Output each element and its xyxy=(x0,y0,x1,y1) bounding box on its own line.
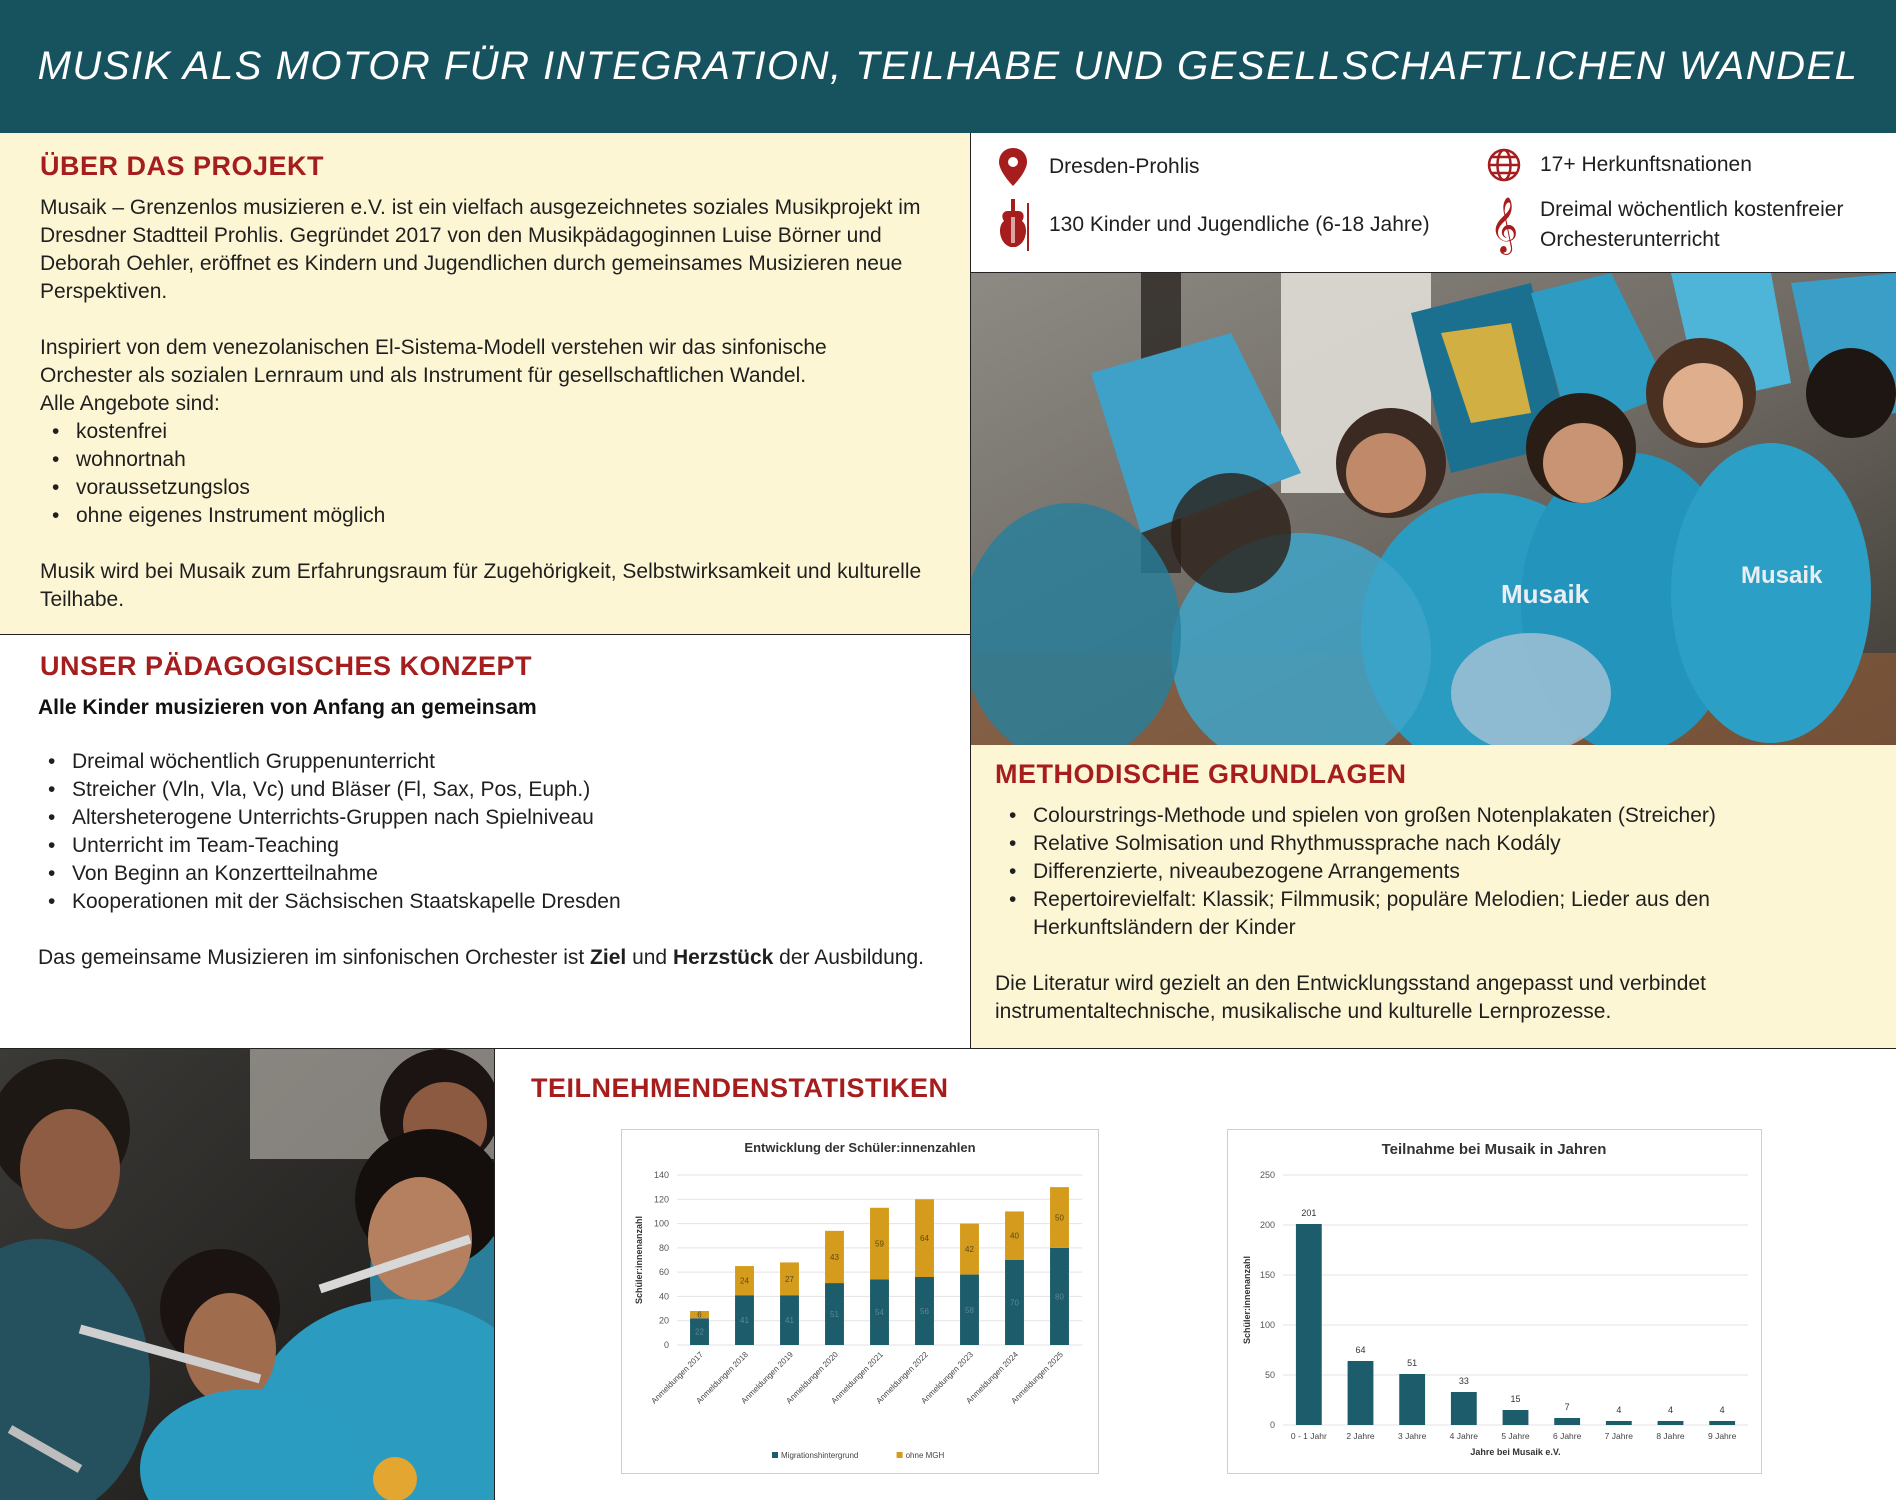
methods-title: METHODISCHE GRUNDLAGEN xyxy=(995,759,1407,789)
x-tick-label: 3 Jahre xyxy=(1397,1431,1427,1441)
legend-label: ohne MGH xyxy=(905,1451,945,1460)
location-text: Dresden-Prohlis xyxy=(1049,155,1200,178)
x-tick-label: Anmeldungen 2023 xyxy=(919,1350,975,1406)
y-tick-label: 100 xyxy=(1259,1320,1275,1330)
text-line: Perspektiven. xyxy=(40,280,168,303)
y-tick-label: 20 xyxy=(658,1315,669,1326)
data-label: 4 xyxy=(1667,1405,1674,1415)
list-item: • Altersheterogene Unterrichts-Gruppen nach Spielniveau xyxy=(34,804,932,832)
y-tick-label: 0 xyxy=(663,1340,669,1350)
data-label: 80 xyxy=(1055,1292,1064,1302)
text-line: Teilhabe. xyxy=(40,588,125,611)
map-pin-icon xyxy=(995,145,1031,189)
list-item: • Differenzierte, niveaubezogene Arrangements xyxy=(995,858,1872,886)
info-nations xyxy=(1486,143,1752,187)
text-span: Das gemeinsame Musizieren im sinfonischen Orchester ist xyxy=(38,946,591,969)
text-line: Orchesterunterricht xyxy=(1540,228,1720,251)
treble-clef-icon: 𝄞 xyxy=(1489,197,1519,253)
concept-bullet-list xyxy=(34,748,932,916)
x-tick-label: 9 Jahre xyxy=(1707,1431,1737,1441)
data-label: 42 xyxy=(965,1245,974,1255)
list-item: • Colourstrings-Methode und spielen von großen Notenplakaten (Streicher) xyxy=(995,802,1872,830)
legend-swatch xyxy=(897,1452,903,1458)
data-label: 50 xyxy=(1055,1213,1064,1223)
text-line: Dresdner Stadtteil Prohlis. Gegründet 2017 von den Musikpädagoginnen Luise Börner und xyxy=(40,224,882,247)
chart-title: Entwicklung der Schüler:innenzahlen xyxy=(744,1140,976,1155)
data-label: 4 xyxy=(1719,1405,1725,1415)
bar xyxy=(1399,1374,1425,1425)
data-label: 4 xyxy=(1616,1405,1622,1415)
globe-icon xyxy=(1486,143,1522,187)
bar xyxy=(1658,1421,1684,1425)
text-span: der Ausbildung. xyxy=(773,946,924,969)
x-axis-label: Jahre bei Musaik e.V. xyxy=(1470,1447,1561,1457)
y-tick-label: 40 xyxy=(658,1291,669,1302)
list-item: • Repertoirevielfalt: Klassik; Filmmusik; populäre Melodien; Lieder aus den Herkunftsländern der Kinder xyxy=(995,886,1872,942)
text-span-bold: Ziel xyxy=(590,946,627,969)
data-label: 43 xyxy=(830,1252,839,1262)
bar xyxy=(1709,1421,1735,1425)
children-text: 130 Kinder und Jugendliche (6-18 Jahre) xyxy=(1049,213,1430,236)
text-line: Orchester als sozialen Lernraum und als Instrument für gesellschaftlichen Wandel. xyxy=(40,364,807,387)
text-line: Musik wird bei Musaik zum Erfahrungsraum für Zugehörigkeit, Selbstwirksamkeit und kulturelle xyxy=(40,560,922,583)
lessons-text xyxy=(1540,195,1843,255)
data-label: 22 xyxy=(695,1327,704,1337)
y-tick-label: 100 xyxy=(653,1218,669,1229)
info-children xyxy=(995,203,1430,247)
methods-closing xyxy=(995,970,1872,1026)
list-item: • Unterricht im Team-Teaching xyxy=(34,832,932,860)
list-item: • voraussetzungslos xyxy=(38,474,930,502)
data-label: 41 xyxy=(785,1316,794,1326)
y-tick-label: 140 xyxy=(653,1170,669,1180)
data-label: 201 xyxy=(1301,1208,1317,1218)
list-item: • Relative Solmisation und Rhythmussprache nach Kodály xyxy=(995,830,1872,858)
info-location xyxy=(995,145,1200,189)
about-title: ÜBER DAS PROJEKT xyxy=(40,151,325,181)
page-title: MUSIK ALS MOTOR FÜR INTEGRATION, TEILHABE UND GESELLSCHAFTLICHEN WANDEL xyxy=(37,44,1859,88)
text-span: und xyxy=(626,946,673,969)
data-label: 58 xyxy=(965,1305,974,1315)
data-label: 41 xyxy=(740,1316,749,1326)
x-tick-label: 4 Jahre xyxy=(1449,1431,1479,1441)
y-tick-label: 0 xyxy=(1269,1420,1275,1430)
data-label: 33 xyxy=(1458,1376,1469,1386)
chart-participation-years xyxy=(1227,1129,1762,1474)
about-paragraph-2 xyxy=(40,334,930,418)
text-line: Dreimal wöchentlich kostenfreier xyxy=(1540,198,1844,221)
text-line: Inspiriert von dem venezolanischen El-Sistema-Modell verstehen wir das sinfonische xyxy=(40,336,827,359)
text-line: instrumentaltechnische, musikalische und kulturelle Lernprozesse. xyxy=(995,1000,1612,1023)
list-item: • Kooperationen mit der Sächsischen Staatskapelle Dresden xyxy=(34,888,932,916)
data-label: 6 xyxy=(697,1310,702,1320)
about-section xyxy=(0,133,971,635)
list-item: • ohne eigenes Instrument möglich xyxy=(38,502,930,530)
bar xyxy=(1503,1410,1529,1425)
about-bullet-list xyxy=(38,418,930,530)
text-line: Musaik – Grenzenlos musizieren e.V. ist ein vielfach ausgezeichnetes soziales Musikprojekt im xyxy=(40,196,921,219)
shirt-logo-text: Musaik xyxy=(1501,579,1590,609)
concept-title: UNSER PÄDAGOGISCHES KONZEPT xyxy=(40,651,533,681)
chart-2-svg xyxy=(1228,1130,1761,1473)
list-item: • Dreimal wöchentlich Gruppenunterricht xyxy=(34,748,932,776)
list-item: • kostenfrei xyxy=(38,418,930,446)
x-tick-label: 8 Jahre xyxy=(1656,1431,1685,1441)
y-axis-label: Schüler:innenanzahl xyxy=(634,1215,644,1305)
bar xyxy=(1606,1421,1632,1425)
data-label: 24 xyxy=(740,1276,749,1286)
bar xyxy=(1451,1392,1477,1425)
stats-section xyxy=(495,1049,1896,1500)
x-tick-label: 0 - 1 Jahr xyxy=(1290,1431,1327,1441)
data-label: 51 xyxy=(1407,1358,1418,1368)
text-span-bold: Herzstück xyxy=(672,946,774,969)
data-label: 64 xyxy=(920,1234,929,1244)
y-tick-label: 250 xyxy=(1259,1170,1275,1180)
page-header xyxy=(0,0,1896,133)
data-label: 70 xyxy=(1010,1298,1019,1308)
about-paragraph-3 xyxy=(40,558,930,614)
violin-icon xyxy=(995,203,1031,247)
x-tick-label: Anmeldungen 2017 xyxy=(649,1350,705,1406)
x-tick-label: Anmeldungen 2024 xyxy=(964,1350,1020,1406)
y-tick-label: 80 xyxy=(658,1242,669,1253)
data-label: 54 xyxy=(875,1308,884,1318)
y-tick-label: 50 xyxy=(1264,1370,1275,1380)
data-label: 59 xyxy=(875,1239,884,1249)
list-item: • Von Beginn an Konzertteilnahme xyxy=(34,860,932,888)
text-line: Alle Angebote sind: xyxy=(40,392,220,415)
info-lessons xyxy=(1486,195,1843,255)
legend-label: Migrationshintergrund xyxy=(781,1451,859,1460)
data-label: 40 xyxy=(1010,1231,1019,1241)
shirt-logo-text: Musaik xyxy=(1741,562,1823,589)
y-tick-label: 150 xyxy=(1259,1270,1275,1280)
data-label: 51 xyxy=(830,1310,839,1320)
y-tick-label: 60 xyxy=(658,1267,669,1278)
photo-flute-players xyxy=(0,1049,495,1500)
text-line: Die Literatur wird gezielt an den Entwicklungsstand angepasst und verbindet xyxy=(995,972,1706,995)
methods-section xyxy=(971,745,1896,1049)
x-tick-label: Anmeldungen 2025 xyxy=(1009,1350,1065,1406)
concept-subtitle: Alle Kinder musizieren von Anfang an gemeinsam xyxy=(38,696,537,719)
x-tick-label: Anmeldungen 2022 xyxy=(874,1350,930,1406)
x-tick-label: Anmeldungen 2019 xyxy=(739,1350,795,1406)
chart-1-svg xyxy=(622,1130,1098,1473)
text-line: Deborah Oehler, eröffnet es Kindern und Jugendlichen durch gemeinsames Musizieren neue xyxy=(40,252,903,275)
bar xyxy=(1348,1361,1374,1425)
info-box xyxy=(971,133,1896,273)
y-tick-label: 200 xyxy=(1259,1220,1275,1230)
methods-bullet-list xyxy=(995,802,1872,942)
bar xyxy=(1554,1418,1580,1425)
y-tick-label: 120 xyxy=(653,1194,669,1205)
data-label: 7 xyxy=(1564,1402,1570,1412)
stats-title: TEILNEHMENDENSTATISTIKEN xyxy=(531,1073,949,1103)
chart-title: Teilnahme bei Musaik in Jahren xyxy=(1381,1141,1607,1158)
list-item: • Streicher (Vln, Vla, Vc) und Bläser (Fl, Sax, Pos, Euph.) xyxy=(34,776,932,804)
about-paragraph-1 xyxy=(40,194,930,306)
y-axis-label: Schüler:innenanzahl xyxy=(1242,1255,1252,1345)
x-tick-label: 2 Jahre xyxy=(1346,1431,1375,1441)
chart-student-development xyxy=(621,1129,1099,1474)
data-label: 27 xyxy=(785,1274,794,1284)
bar xyxy=(1296,1224,1322,1425)
x-tick-label: Anmeldungen 2018 xyxy=(694,1350,750,1406)
x-tick-label: 6 Jahre xyxy=(1552,1431,1582,1441)
x-tick-label: Anmeldungen 2021 xyxy=(829,1350,885,1406)
x-tick-label: Anmeldungen 2020 xyxy=(784,1350,840,1406)
data-label: 64 xyxy=(1355,1345,1366,1355)
nations-text: 17+ Herkunftsnationen xyxy=(1540,153,1752,176)
photo-children-parade xyxy=(971,273,1896,745)
concept-section xyxy=(0,635,971,1049)
x-tick-label: 5 Jahre xyxy=(1501,1431,1530,1441)
data-label: 15 xyxy=(1510,1394,1521,1404)
concept-closing xyxy=(38,944,932,972)
list-item: • wohnortnah xyxy=(38,446,930,474)
legend-swatch xyxy=(772,1452,778,1458)
data-label: 56 xyxy=(920,1307,929,1316)
x-tick-label: 7 Jahre xyxy=(1604,1431,1634,1441)
